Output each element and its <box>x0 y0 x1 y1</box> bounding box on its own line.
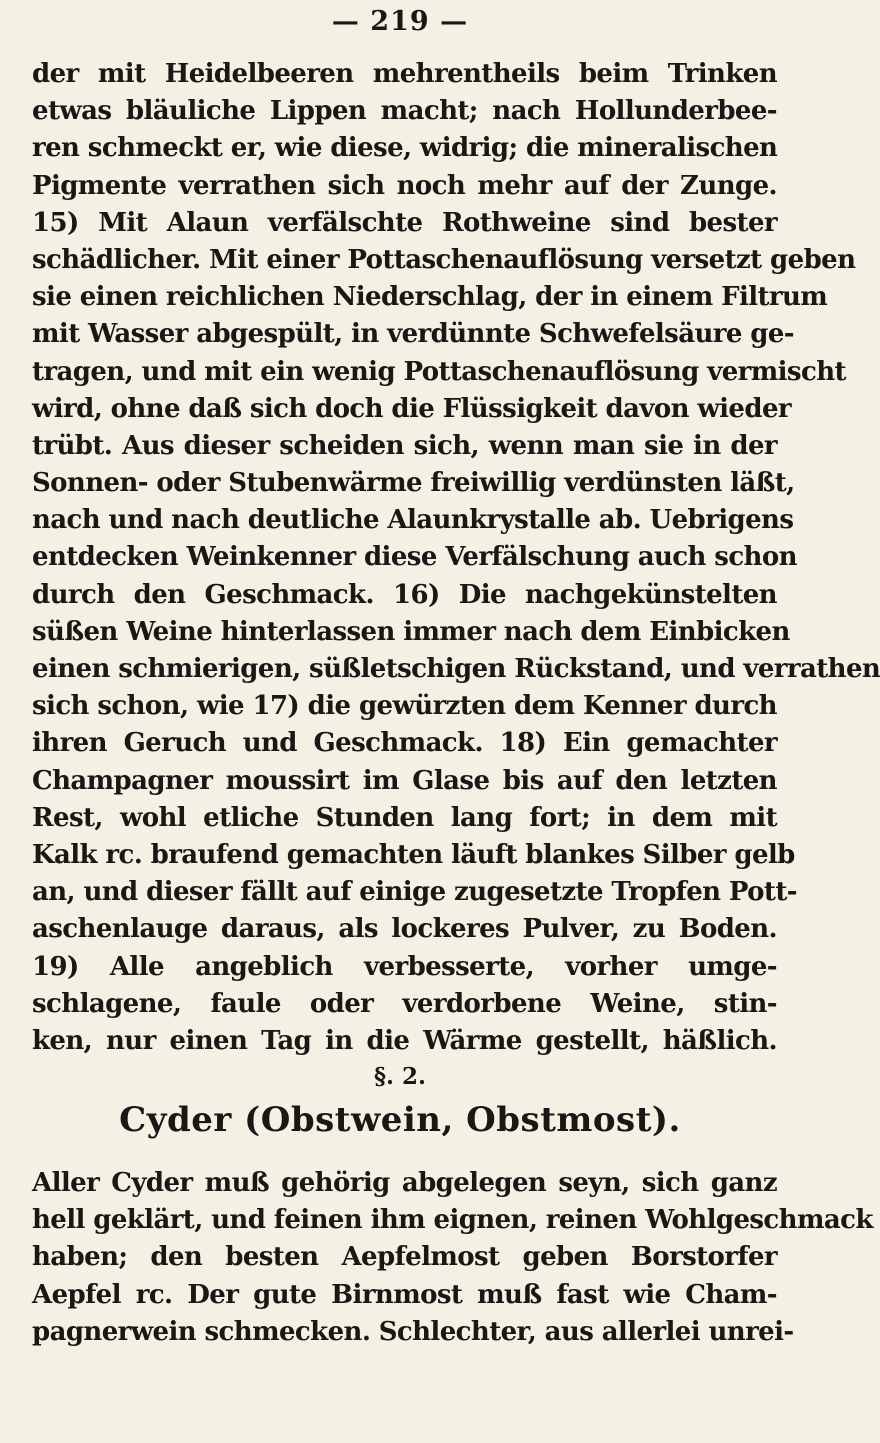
text-line: Pigmente verrathen sich noch mehr auf der Zunge. <box>32 170 777 201</box>
text-line: tragen, und mit ein wenig Pottaschenauflösung vermischt <box>32 356 846 387</box>
text-line: schlagene, faule oder verdorbene Weine, stin- <box>32 988 777 1019</box>
text-line: trübt. Aus dieser scheiden sich, wenn man sie in der <box>32 430 777 461</box>
text-line: der mit Heidelbeeren mehrentheils beim Trinken <box>32 59 777 89</box>
text-line: Sonnen- oder Stubenwärme freiwillig verdünsten läßt, <box>32 468 795 499</box>
text-line: pagnerwein schmecken. Schlechter, aus allerlei unrei- <box>32 1316 794 1347</box>
section-text-block <box>32 1165 873 1351</box>
main-text-block <box>32 56 880 1060</box>
text-line: ken, nur einen Tag in die Wärme gestellt, häßlich. <box>32 1025 777 1056</box>
text-line: sie einen reichlichen Niederschlag, der in einem Filtrum <box>32 282 828 313</box>
text-line: aschenlauge daraus, als lockeres Pulver, zu Boden. <box>32 914 777 945</box>
text-line: einen schmierigen, süßletschigen Rückstand, und verrathen <box>32 654 880 684</box>
text-line: haben; den besten Aepfelmost geben Borstorfer <box>32 1242 777 1273</box>
text-line: 19) Alle angeblich verbesserte, vorher umge- <box>32 951 777 982</box>
text-line: 15) Mit Alaun verfälschte Rothweine sind bester <box>32 207 777 238</box>
text-line: schädlicher. Mit einer Pottaschenauflösung versetzt geben <box>32 244 856 275</box>
text-line: etwas bläuliche Lippen macht; nach Hollunderbee- <box>32 96 777 127</box>
text-line: Rest, wohl etliche Stunden lang fort; in dem mit <box>32 802 777 833</box>
text-line: mit Wasser abgespült, in verdünnte Schwefelsäure ge- <box>32 319 794 350</box>
text-line: durch den Geschmack. 16) Die nachgekünstelten <box>32 579 777 610</box>
text-line: wird, ohne daß sich doch die Flüssigkeit davon wieder <box>32 393 791 424</box>
text-line: hell geklärt, und feinen ihm eignen, reinen Wohlgeschmack <box>32 1205 873 1236</box>
text-line: Aller Cyder muß gehörig abgelegen seyn, sich ganz <box>32 1168 777 1198</box>
text-line: süßen Weine hinterlassen immer nach dem Einbicken <box>32 616 790 647</box>
section-title: Cyder (Obstwein, Obstmost). <box>119 1100 681 1140</box>
section-number: §. 2. <box>373 1063 427 1090</box>
text-line: nach und nach deutliche Alaunkrystalle ab. Uebrigens <box>32 505 794 536</box>
text-line: sich schon, wie 17) die gewürzten dem Kenner durch <box>32 691 777 722</box>
text-line: entdecken Weinkenner diese Verfälschung auch schon <box>32 542 797 573</box>
page-number: — 219 — <box>331 6 469 37</box>
text-line: Champagner moussirt im Glase bis auf den letzten <box>32 765 777 796</box>
text-line: Aepfel rc. Der gute Birnmost muß fast wie Cham- <box>32 1279 777 1310</box>
text-line: ihren Geruch und Geschmack. 18) Ein gemachter <box>32 728 777 759</box>
text-line: an, und dieser fällt auf einige zugesetzte Tropfen Pott- <box>32 877 797 908</box>
text-line: ren schmeckt er, wie diese, widrig; die mineralischen <box>32 133 778 164</box>
text-line: Kalk rc. braufend gemachten läuft blankes Silber gelb <box>32 839 795 870</box>
